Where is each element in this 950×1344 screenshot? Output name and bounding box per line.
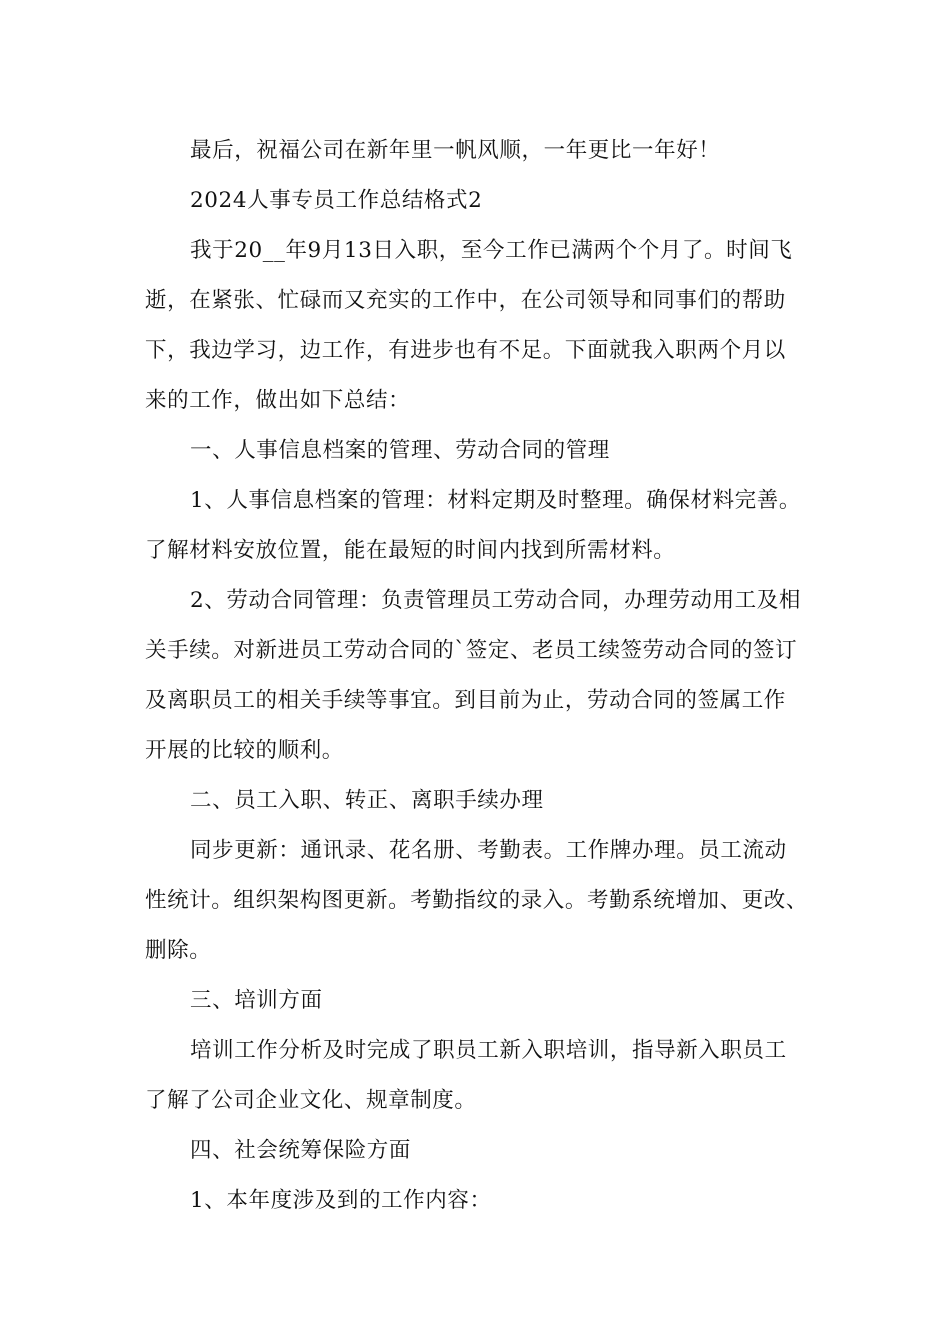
paragraph-line: 2、劳动合同管理：负责管理员工劳动合同，办理劳动用工及相 (190, 588, 801, 613)
section-title: 2024人事专员工作总结格式2 (190, 188, 483, 213)
heading-line: 四、社会统筹保险方面 (190, 1138, 412, 1163)
heading-line: 一、人事信息档案的管理、劳动合同的管理 (190, 438, 610, 463)
paragraph-line: 及离职员工的相关手续等事宜。到目前为止，劳动合同的签属工作 (145, 688, 786, 713)
heading-line: 二、员工入职、转正、离职手续办理 (190, 788, 544, 813)
heading-line: 三、培训方面 (190, 988, 323, 1013)
paragraph-line: 培训工作分析及时完成了职员工新入职培训，指导新入职员工 (190, 1038, 787, 1063)
paragraph-line: 关手续。对新进员工劳动合同的`签定、老员工续签劳动合同的签订 (145, 638, 798, 663)
paragraph-line: 我于20__年9月13日入职，至今工作已满两个个月了。时间飞 (190, 238, 793, 263)
paragraph-line: 逝，在紧张、忙碌而又充实的工作中，在公司领导和同事们的帮助 (145, 288, 786, 313)
paragraph-line: 下，我边学习，边工作，有进步也有不足。下面就我入职两个月以 (145, 338, 786, 363)
paragraph-line: 1、人事信息档案的管理：材料定期及时整理。确保材料完善。 (190, 488, 801, 513)
paragraph-line: 来的工作，做出如下总结： (145, 388, 411, 413)
paragraph-line: 了解材料安放位置，能在最短的时间内找到所需材料。 (145, 538, 676, 563)
paragraph-line: 性统计。组织架构图更新。考勤指纹的录入。考勤系统增加、更改、 (145, 888, 809, 913)
paragraph-line: 了解了公司企业文化、规章制度。 (145, 1088, 477, 1113)
paragraph-line: 开展的比较的顺利。 (145, 738, 344, 763)
closing-wish-line: 最后，祝福公司在新年里一帆风顺，一年更比一年好！ (190, 138, 721, 163)
paragraph-line: 1、本年度涉及到的工作内容： (190, 1188, 492, 1213)
paragraph-line: 同步更新：通讯录、花名册、考勤表。工作牌办理。员工流动 (190, 838, 787, 863)
paragraph-line: 删除。 (145, 938, 212, 963)
